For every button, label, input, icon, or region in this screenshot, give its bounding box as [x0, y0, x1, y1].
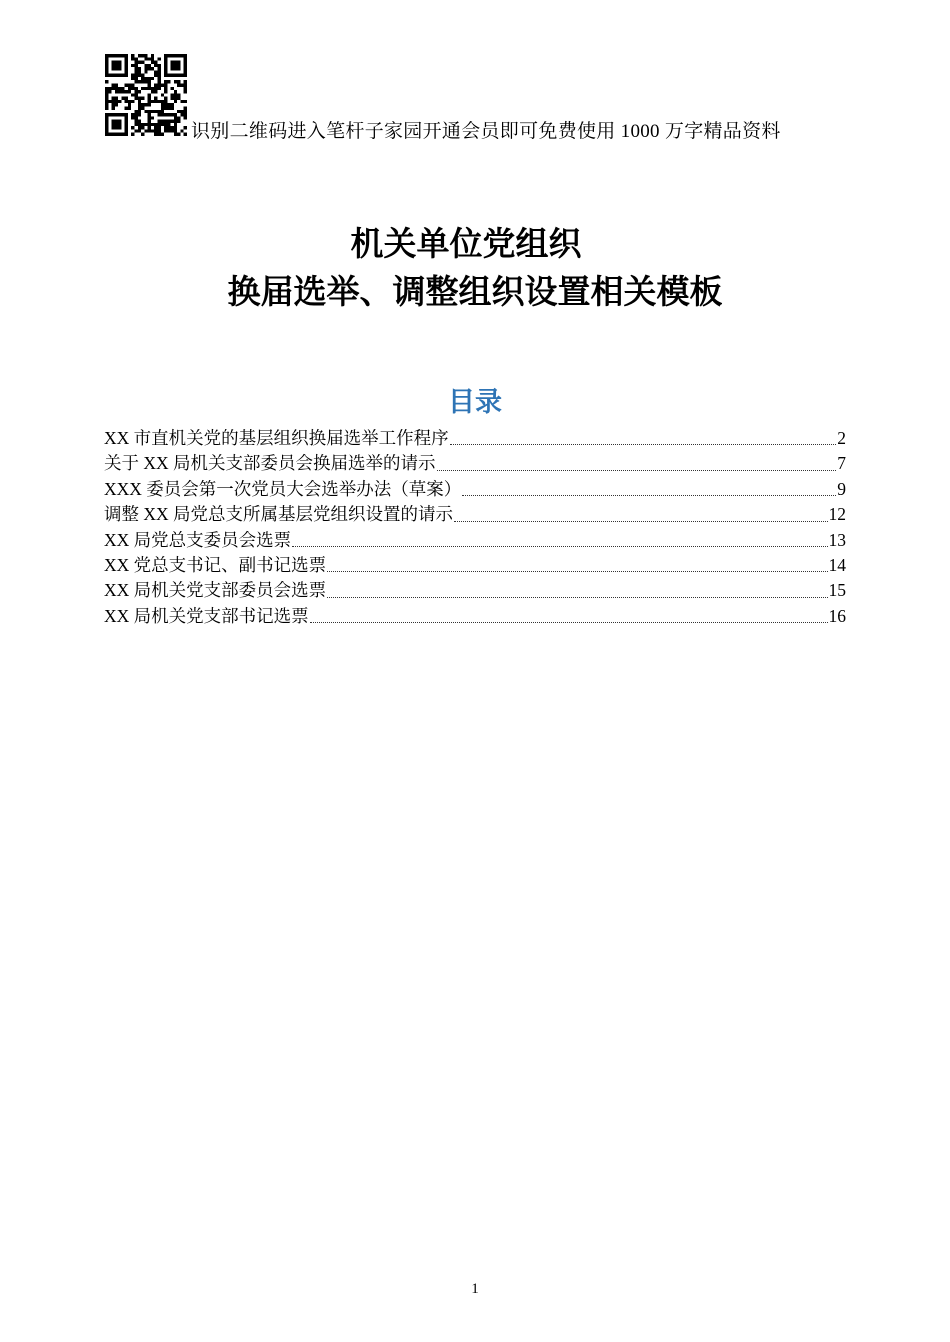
promo-text: 识别二维码进入笔杆子家园开通会员即可免费使用 1000 万字精品资料: [191, 121, 781, 142]
toc-entry[interactable]: [104, 451, 846, 476]
title-line-1: 机关单位党组织: [350, 224, 582, 263]
toc-entry-title: 调整 XX 局党总支所属基层党组织设置的请示: [104, 504, 454, 525]
toc-entry-title: XX 局机关党支部委员会选票: [104, 580, 327, 601]
page-number: 1: [471, 1281, 479, 1297]
toc-entry[interactable]: [104, 477, 846, 502]
toc-entry[interactable]: [104, 528, 846, 553]
toc-entry-page: 2: [837, 428, 846, 448]
toc-leader-dots: [454, 520, 827, 522]
toc-entry[interactable]: [104, 502, 846, 527]
toc-leader-dots: [310, 621, 828, 623]
toc-entry-page: 16: [828, 605, 846, 626]
toc-entry-page: 12: [828, 504, 846, 525]
toc-leader-dots: [437, 469, 837, 471]
toc-leader-dots: [327, 596, 827, 598]
toc-entry-title: XXX 委员会第一次党员大会选举办法（草案）: [104, 478, 462, 499]
toc-entry[interactable]: [104, 426, 846, 451]
toc-leader-dots: [327, 570, 827, 572]
title-line-2: 换届选举、调整组织设置相关模板: [227, 272, 723, 311]
document-title: [0, 220, 950, 316]
toc-entry-page: 15: [828, 580, 846, 601]
toc-entry-title: 关于 XX 局机关支部委员会换届选举的请示: [104, 453, 436, 474]
toc-leader-dots: [462, 494, 836, 496]
toc-entry[interactable]: [104, 553, 846, 578]
toc-entry[interactable]: [104, 578, 846, 603]
toc-leader-dots: [292, 545, 827, 547]
table-of-contents: [104, 426, 846, 629]
toc-entry-title: XX 局机关党支部书记选票: [104, 605, 309, 626]
toc-entry-page: 9: [837, 478, 846, 499]
toc-entry[interactable]: [104, 604, 846, 629]
toc-entry-page: 7: [837, 453, 846, 474]
toc-entry-page: 14: [828, 554, 846, 575]
toc-entry-title: XX 市直机关党的基层组织换届选举工作程序: [104, 428, 449, 448]
toc-leader-dots: [450, 443, 837, 445]
toc-entry-title: XX 党总支书记、副书记选票: [104, 554, 327, 575]
toc-entry-title: XX 局党总支委员会选票: [104, 529, 292, 550]
toc-heading: 目录: [448, 387, 502, 418]
toc-entry-page: 13: [828, 529, 846, 550]
